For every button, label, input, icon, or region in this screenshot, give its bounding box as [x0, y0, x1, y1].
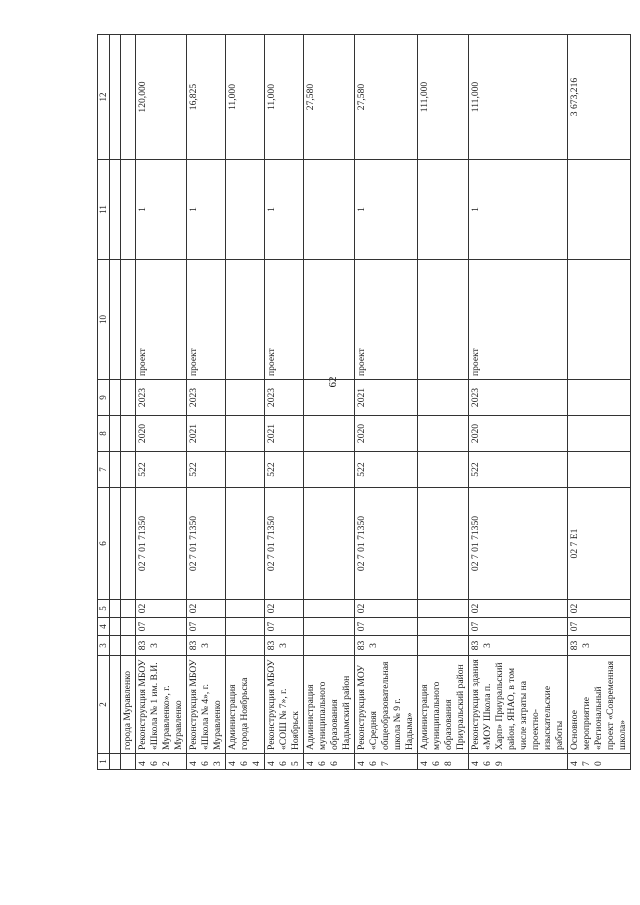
spacer-cell — [110, 656, 121, 754]
col10-status: проект — [187, 260, 226, 380]
col11-count: 1 — [136, 160, 187, 260]
spacer-cell — [110, 452, 121, 488]
col-header-3: 3 — [98, 636, 110, 656]
spacer-cell — [110, 618, 121, 636]
column-number-row — [98, 35, 110, 770]
row-number: 462 — [136, 754, 187, 770]
col11-count — [304, 160, 355, 260]
empty-cell — [121, 600, 136, 618]
row-number: 464 — [226, 754, 265, 770]
row-name: Реконструкция МБОУ «Школа № 4», г. Муравленко — [187, 656, 226, 754]
col8-year: 2020 — [136, 416, 187, 452]
col-header-2: 2 — [98, 656, 110, 754]
col5-code — [226, 600, 265, 618]
row-name: Реконструкция МБОУ «СОШ № 7», г. Ноябрьск — [265, 656, 304, 754]
row-name: Администрация города Ноябрьска — [226, 656, 265, 754]
row-number: 467 — [354, 754, 417, 770]
col12-amount: 3 673,216 — [567, 35, 630, 160]
col8-year — [567, 416, 630, 452]
spacer-cell — [110, 260, 121, 380]
col10-status — [226, 260, 265, 380]
empty-cell — [121, 35, 136, 160]
col9-year — [226, 380, 265, 416]
col3-code: 833 — [187, 636, 226, 656]
col11-count: 1 — [354, 160, 417, 260]
col6-code: 02 7 01 71350 — [187, 488, 226, 600]
col9-year: 2023 — [187, 380, 226, 416]
col12-amount: 120,000 — [136, 35, 187, 160]
row-name: Основное мероприятие «Региональный проект «Современная школа» — [567, 656, 630, 754]
spacer-cell — [110, 416, 121, 452]
col12-amount: 16,825 — [187, 35, 226, 160]
col7-code — [567, 452, 630, 488]
col10-status: проект — [136, 260, 187, 380]
col7-code: 522 — [187, 452, 226, 488]
col11-count — [226, 160, 265, 260]
col12-amount: 27,580 — [354, 35, 417, 160]
col9-year: 2023 — [265, 380, 304, 416]
table-row — [468, 35, 567, 770]
col7-code — [226, 452, 265, 488]
col4-code: 07 — [136, 618, 187, 636]
spacer-cell — [110, 600, 121, 618]
city-row-name: города Муравленко — [121, 656, 136, 754]
col4-code: 07 — [187, 618, 226, 636]
col3-code: 833 — [265, 636, 304, 656]
table-row — [187, 35, 226, 770]
col5-code: 02 — [468, 600, 567, 618]
table-row — [265, 35, 304, 770]
empty-cell — [121, 452, 136, 488]
row-name: Реконструкция МБОУ «Школа № 1 им. В.И. Муравленко», г. Муравленко — [136, 656, 187, 754]
col6-code: 02 7 01 71350 — [354, 488, 417, 600]
row-name: Администрация муниципального образования Надымский район — [304, 656, 355, 754]
col11-count — [567, 160, 630, 260]
empty-cell — [121, 416, 136, 452]
col6-code: 02 7 01 71350 — [468, 488, 567, 600]
budget-table — [97, 34, 631, 770]
col7-code — [417, 452, 468, 488]
row-number: 468 — [417, 754, 468, 770]
col8-year — [226, 416, 265, 452]
spacer-cell — [110, 488, 121, 600]
empty-cell — [121, 260, 136, 380]
row-name: Администрация муниципального образования Приуральский район — [417, 656, 468, 754]
col6-code: 02 7 01 71350 — [265, 488, 304, 600]
empty-cell — [121, 160, 136, 260]
rotated-table-container — [97, 35, 628, 770]
spacer-cell — [110, 380, 121, 416]
col5-code: 02 — [354, 600, 417, 618]
col9-year — [567, 380, 630, 416]
spacer-cell — [110, 636, 121, 656]
spacer-cell — [110, 754, 121, 770]
col8-year — [417, 416, 468, 452]
col9-year: 2021 — [354, 380, 417, 416]
col7-code: 522 — [468, 452, 567, 488]
col6-code — [304, 488, 355, 600]
col11-count: 1 — [468, 160, 567, 260]
row-number: 466 — [304, 754, 355, 770]
col6-code: 02 7 01 71350 — [136, 488, 187, 600]
empty-cell — [121, 636, 136, 656]
col-header-10: 10 — [98, 260, 110, 380]
col11-count — [417, 160, 468, 260]
table-row — [304, 35, 355, 770]
row-name: Реконструкция здания «МОУ Школа п. Харп» Приуральский район, ЯНАО, в том числе затраты на проектно-изыскательские работы — [468, 656, 567, 754]
col11-count: 1 — [265, 160, 304, 260]
col5-code — [304, 600, 355, 618]
col12-amount: 11,000 — [226, 35, 265, 160]
col6-code: 02 7 E1 — [567, 488, 630, 600]
col5-code: 02 — [136, 600, 187, 618]
col11-count: 1 — [187, 160, 226, 260]
row-number: 469 — [468, 754, 567, 770]
col4-code: 07 — [468, 618, 567, 636]
col5-code — [417, 600, 468, 618]
row-number: 470 — [567, 754, 630, 770]
table-row — [417, 35, 468, 770]
spacer-cell — [110, 160, 121, 260]
col4-code — [304, 618, 355, 636]
col-header-9: 9 — [98, 380, 110, 416]
col10-status — [417, 260, 468, 380]
col6-code — [417, 488, 468, 600]
empty-cell — [121, 618, 136, 636]
col4-code — [226, 618, 265, 636]
col-header-8: 8 — [98, 416, 110, 452]
empty-cell — [121, 488, 136, 600]
col4-code — [417, 618, 468, 636]
col5-code: 02 — [187, 600, 226, 618]
col7-code: 522 — [265, 452, 304, 488]
col9-year: 2023 — [136, 380, 187, 416]
col7-code: 522 — [136, 452, 187, 488]
col3-code: 833 — [468, 636, 567, 656]
col4-code: 07 — [567, 618, 630, 636]
rotated-table-region — [97, 35, 628, 770]
col10-status: проект — [265, 260, 304, 380]
col3-code: 833 — [567, 636, 630, 656]
col5-code: 02 — [567, 600, 630, 618]
city-row-num-cell — [121, 754, 136, 770]
table-row — [567, 35, 630, 770]
col12-amount: 111,000 — [417, 35, 468, 160]
col10-status: проект — [468, 260, 567, 380]
spacer-row — [110, 35, 121, 770]
table-row — [354, 35, 417, 770]
col8-year: 2021 — [265, 416, 304, 452]
spacer-cell — [110, 35, 121, 160]
col3-code — [417, 636, 468, 656]
row-name: Реконструкция МОУ «Средняя общеобразовательная школа № 9 г. Надыма» — [354, 656, 417, 754]
col3-code: 833 — [354, 636, 417, 656]
table-row — [226, 35, 265, 770]
col5-code: 02 — [265, 600, 304, 618]
col8-year — [304, 416, 355, 452]
col4-code: 07 — [354, 618, 417, 636]
col3-code — [304, 636, 355, 656]
empty-cell — [121, 380, 136, 416]
col-header-7: 7 — [98, 452, 110, 488]
col4-code: 07 — [265, 618, 304, 636]
col8-year: 2020 — [354, 416, 417, 452]
page-number: 62 — [326, 376, 339, 388]
col9-year — [304, 380, 355, 416]
col6-code — [226, 488, 265, 600]
col3-code — [226, 636, 265, 656]
col12-amount: 111,000 — [468, 35, 567, 160]
col10-status — [567, 260, 630, 380]
col-header-12: 12 — [98, 35, 110, 160]
col10-status — [304, 260, 355, 380]
col-header-11: 11 — [98, 160, 110, 260]
col8-year: 2021 — [187, 416, 226, 452]
col10-status: проект — [354, 260, 417, 380]
col-header-1: 1 — [98, 754, 110, 770]
row-number: 465 — [265, 754, 304, 770]
col12-amount: 11,000 — [265, 35, 304, 160]
col-header-4: 4 — [98, 618, 110, 636]
col-header-6: 6 — [98, 488, 110, 600]
col3-code: 833 — [136, 636, 187, 656]
city-row — [121, 35, 136, 770]
table-row — [136, 35, 187, 770]
col12-amount: 27,580 — [304, 35, 355, 160]
col8-year: 2020 — [468, 416, 567, 452]
row-number: 463 — [187, 754, 226, 770]
col7-code: 522 — [354, 452, 417, 488]
col-header-5: 5 — [98, 600, 110, 618]
col9-year: 2023 — [468, 380, 567, 416]
col7-code — [304, 452, 355, 488]
col9-year — [417, 380, 468, 416]
